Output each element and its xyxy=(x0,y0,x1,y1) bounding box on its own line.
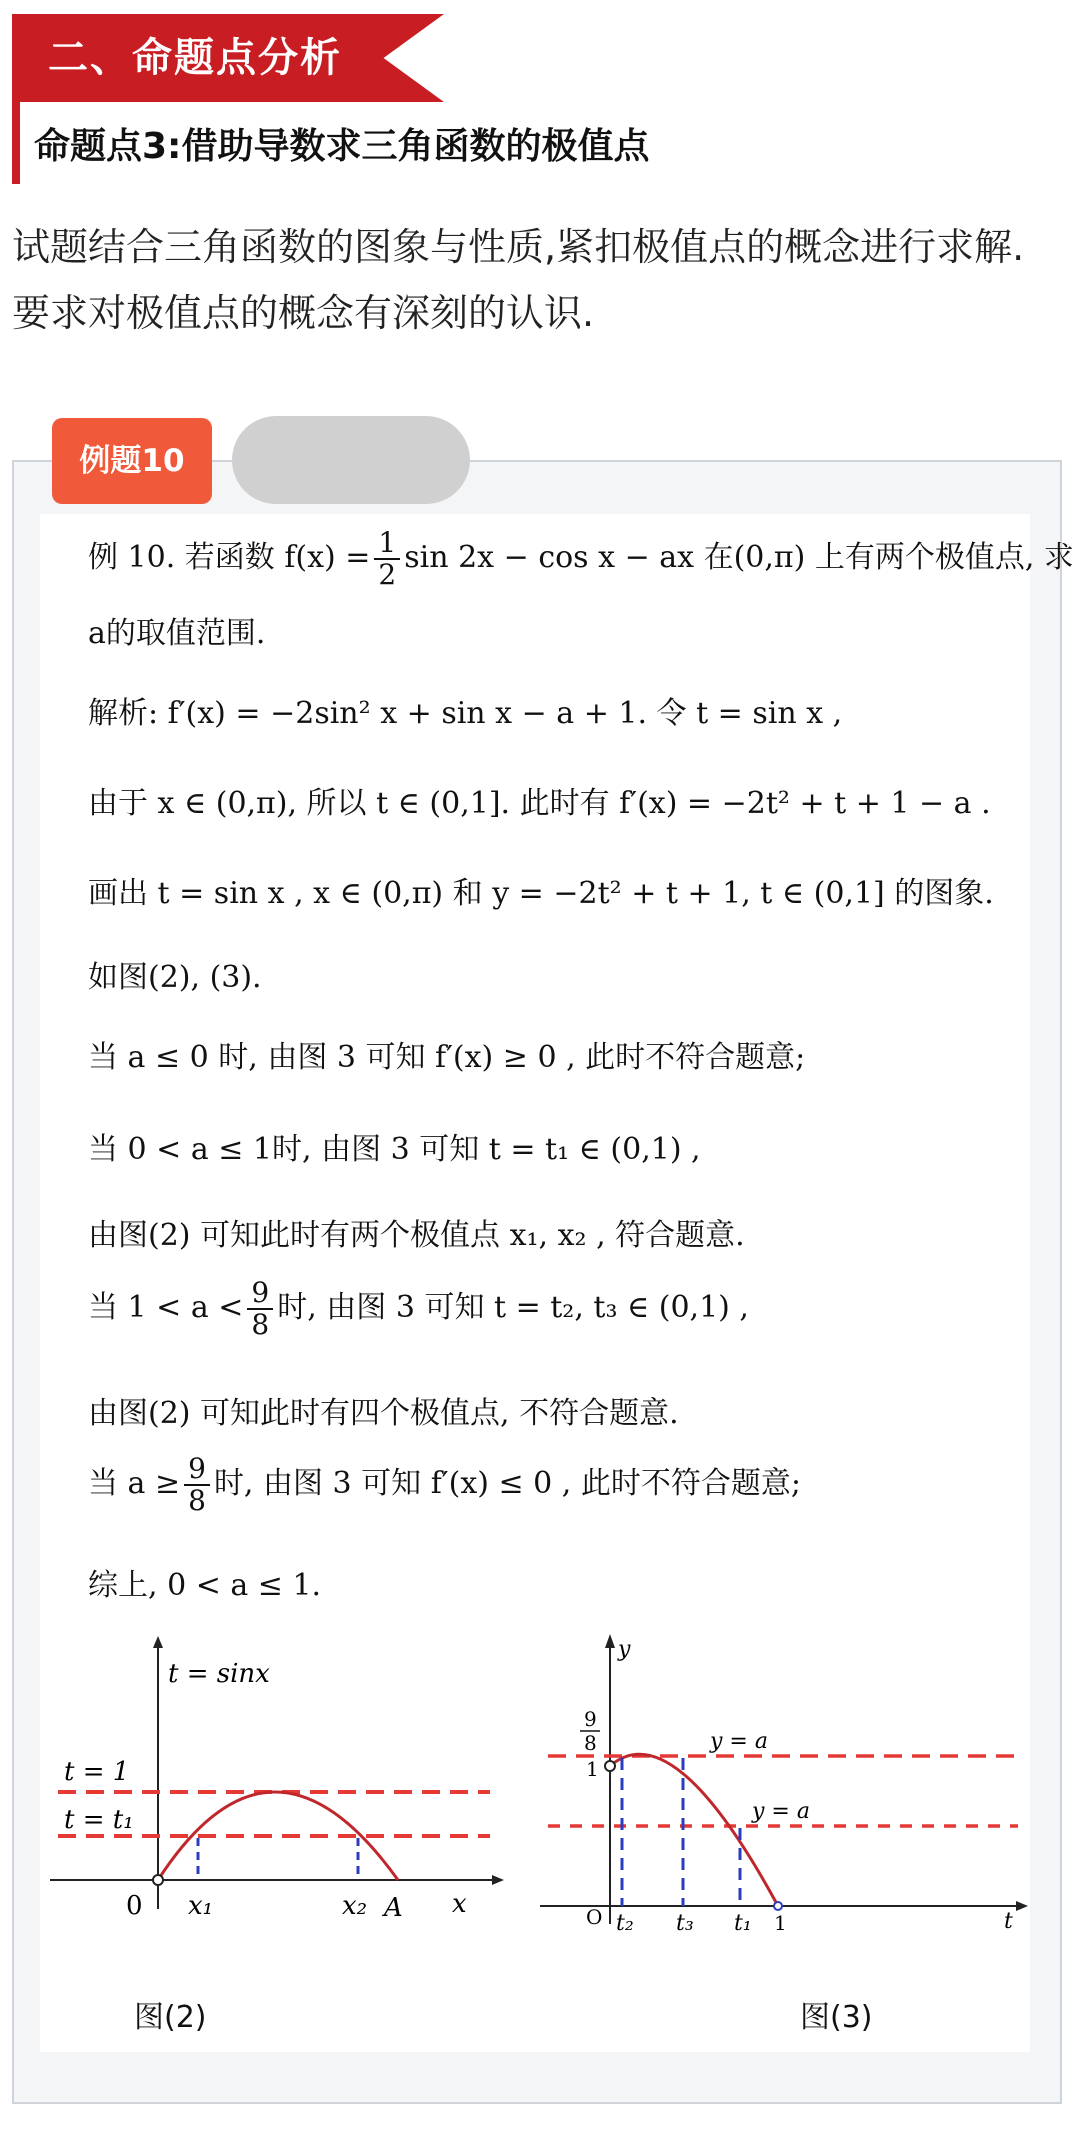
example-tab: 例题10 xyxy=(52,418,212,504)
fig3-t3-label: t₃ xyxy=(676,1911,694,1936)
fig3-end-point xyxy=(774,1902,782,1910)
fig2-x2-label: x₂ xyxy=(342,1891,368,1921)
solution-line-8: 当 1 < a < $\frac{9}{8}$ 时, 由图 3 可知 t = t₂, t₃ ∈ (0,1) , xyxy=(88,1276,749,1341)
fig2-x-axis-label: x xyxy=(452,1889,467,1919)
figure-2 xyxy=(40,1624,510,1924)
fig2-t-arrow xyxy=(153,1636,163,1648)
solution-line-6: 当 0 < a ≤ 1时, 由图 3 可知 t = t₁ ∈ (0,1) , xyxy=(88,1132,701,1167)
fraction-nine-eighths-2: $\frac{9}{8}$ xyxy=(184,1454,210,1516)
fraction-nine-eighths: $\frac{9}{8}$ xyxy=(247,1278,273,1340)
accent-rule xyxy=(12,102,20,184)
fig3-t1-label: t₁ xyxy=(734,1911,752,1936)
solution-line-10: 当 a ≥ $\frac{9}{8}$ 时, 由图 3 可知 f′(x) ≤ 0 , 此时不符合题意; xyxy=(88,1452,801,1517)
fig3-t2-label: t₂ xyxy=(616,1911,634,1936)
fig3-t-axis-label: t xyxy=(1004,1909,1013,1934)
section-title: 二、命题点分析 xyxy=(48,35,342,81)
fig2-caption: 图(2) xyxy=(134,2000,207,2035)
solution-line-4: 如图(2), (3). xyxy=(88,960,262,995)
fig3-y-axis-label: y xyxy=(618,1637,631,1662)
fig2-sine-curve xyxy=(158,1792,398,1880)
solution-line-7: 由图(2) 可知此时有两个极值点 x₁, x₂ , 符合题意. xyxy=(88,1218,745,1253)
figure-3 xyxy=(530,1624,1030,1944)
example-tab-placeholder xyxy=(232,416,470,504)
fig2-t-mid-label: t = t₁ xyxy=(64,1805,134,1835)
fig3-t-arrow xyxy=(1016,1901,1028,1911)
solution-panel xyxy=(40,514,1074,2052)
solution-line-9: 由图(2) 可知此时有四个极值点, 不符合题意. xyxy=(88,1396,679,1431)
solution-line-1: 解析: f′(x) = −2sin² x + sin x − a + 1. 令 t = sin x , xyxy=(88,696,843,731)
fig2-curve-label: t = sinx xyxy=(168,1659,270,1689)
fig3-nine-num: 9 xyxy=(584,1707,597,1731)
solution-line-11: 综上, 0 < a ≤ 1. xyxy=(88,1568,322,1603)
fig3-upper-line-label: y = a xyxy=(710,1729,768,1754)
fig3-y-arrow xyxy=(605,1634,615,1648)
fig2-t-top-label: t = 1 xyxy=(64,1757,130,1787)
fig3-start-point xyxy=(605,1761,615,1771)
fig3-parabola xyxy=(610,1754,778,1906)
solution-line-5: 当 a ≤ 0 时, 由图 3 可知 f′(x) ≥ 0 , 此时不符合题意; xyxy=(88,1040,806,1075)
fig2-origin-label: 0 xyxy=(126,1891,143,1921)
fig2-x1-label: x₁ xyxy=(188,1891,214,1921)
problem-line-1: 例 10. 若函数 f(x) = $\frac{1}{2}$ sin 2x − cos x − ax 在(0,π) 上有两个极值点, 求 xyxy=(88,526,1074,591)
fraction-one-half: $\frac{1}{2}$ xyxy=(374,528,400,590)
solution-line-2: 由于 x ∈ (0,π), 所以 t ∈ (0,1]. 此时有 f′(x) = −2t² + t + 1 − a . xyxy=(88,786,991,821)
fig2-origin-point xyxy=(153,1875,163,1885)
fig3-one-t-label: 1 xyxy=(774,1911,787,1935)
solution-line-3: 画出 t = sin x , x ∈ (0,π) 和 y = −2t² + t + 1, t ∈ (0,1] 的图象. xyxy=(88,876,994,911)
fig3-caption: 图(3) xyxy=(800,2000,873,2035)
fig3-one-y-label: 1 xyxy=(586,1757,599,1781)
subheading: 命题点3:借助导数求三角函数的极值点 xyxy=(34,126,650,167)
fig2-A-label: A xyxy=(384,1893,403,1923)
fig3-nine-den: 8 xyxy=(584,1731,597,1755)
problem-line-2: a的取值范围. xyxy=(88,616,266,651)
intro-paragraph: 试题结合三角函数的图象与性质,紧扣极值点的概念进行求解.要求对极值点的概念有深刻的认识. xyxy=(12,225,1025,335)
fig3-origin-label: O xyxy=(586,1905,603,1929)
fig2-x-arrow xyxy=(492,1875,504,1885)
fig3-lower-line-label: y = a xyxy=(752,1799,810,1824)
